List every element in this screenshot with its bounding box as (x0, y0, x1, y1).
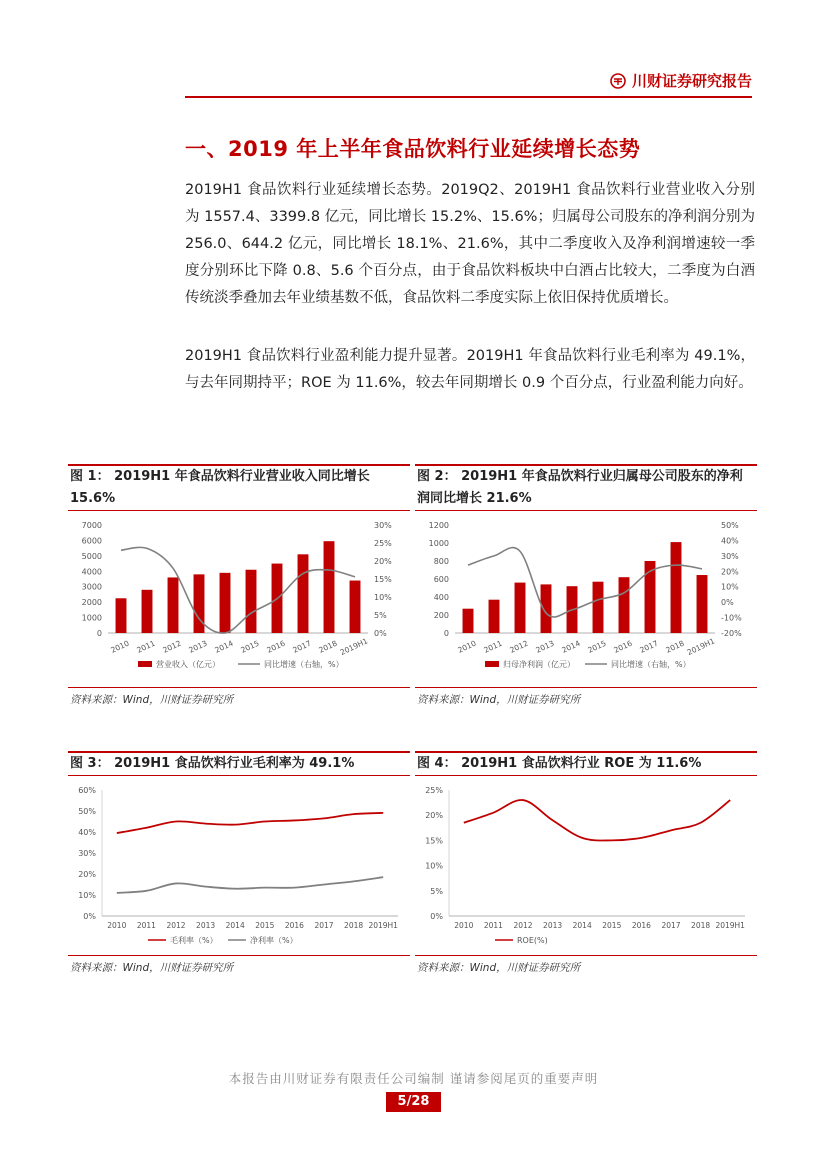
y-tick-label: 20% (78, 870, 96, 879)
legend-label-bar: 营业收入（亿元） (156, 660, 220, 669)
y-right-tick-label: 10% (374, 593, 392, 602)
figure-1-title: 图 1： 2019H1 年食品饮料行业营业收入同比增长 15.6% (68, 464, 410, 511)
y-right-tick-label: 5% (374, 611, 387, 620)
y-tick-label: 15% (425, 836, 443, 846)
x-tick-label: 2019H1 (338, 636, 370, 658)
figure-1 (68, 464, 410, 511)
paragraph-2: 2019H1 食品饮料行业盈利能力提升显著。2019H1 年食品饮料行业毛利率为 49.1%，与去年同期持平；ROE 为 11.6%，较去年同期增长 0.9 个百分点，行业盈利能力向好。 (185, 348, 755, 391)
legend-swatch-bar (485, 661, 499, 667)
paragraph-1: 2019H1 食品饮料行业延续增长态势。2019Q2、2019H1 食品饮料行业营业收入分别为 1557.4、3399.8 亿元，同比增长 15.2%、15.6%；归属母公司股东的净利润分别为 256.0、644.2 亿元，同比增长 18.1%、21.6%，其中二季度收入及净利润增速较一季度分别环比下降 0.8、5.6 个百分点，由于食品饮料板块中白酒占比较大，二季度为白酒传统淡季叠加去年业绩基数不低，食品饮料二季度实际上依旧保持优质增长。 (185, 182, 755, 306)
y-left-tick-label: 600 (433, 575, 449, 584)
x-tick-label: 2011 (483, 921, 503, 930)
x-tick-label: 2018 (317, 638, 339, 655)
y-right-tick-label: 50% (721, 521, 739, 530)
bar (463, 609, 474, 633)
y-tick-label: 0% (83, 912, 96, 921)
x-tick-label: 2016 (631, 921, 651, 930)
x-tick-label: 2019H1 (715, 921, 745, 930)
figure-3-title: 图 3： 2019H1 食品饮料行业毛利率为 49.1% (68, 751, 410, 776)
x-tick-label: 2010 (109, 638, 131, 655)
figure-2-chart (415, 515, 757, 685)
y-right-tick-label: 0% (374, 629, 387, 638)
y-right-tick-label: 20% (374, 557, 392, 566)
x-tick-label: 2016 (265, 638, 287, 655)
x-tick-label: 2018 (691, 921, 711, 930)
x-tick-label: 2014 (225, 921, 245, 930)
figure-3-source: 资料来源：Wind，川财证券研究所 (70, 962, 234, 974)
x-tick-label: 2012 (166, 921, 186, 930)
y-left-tick-label: 800 (433, 557, 449, 566)
x-tick-label: 2017 (314, 921, 334, 930)
x-tick-label: 2016 (612, 638, 634, 655)
y-right-tick-label: 0% (721, 598, 734, 608)
growth-line (121, 547, 355, 633)
x-tick-label: 2010 (454, 921, 474, 930)
figure-4-title: 图 4： 2019H1 食品饮料行业 ROE 为 11.6% (415, 751, 757, 776)
x-tick-label: 2017 (661, 921, 681, 930)
brand (610, 70, 752, 91)
x-tick-label: 2014 (560, 638, 582, 655)
figure-4-source: 资料来源：Wind，川财证券研究所 (417, 962, 581, 974)
x-tick-label: 2013 (534, 638, 556, 655)
page-header (185, 64, 752, 98)
legend-label: 净利率（%） (250, 936, 298, 945)
x-tick-label: 2012 (508, 638, 530, 655)
x-tick-label: 2013 (196, 921, 216, 930)
x-tick-label: 2017 (291, 638, 313, 655)
y-tick-label: 50% (78, 807, 96, 816)
y-left-tick-label: 0 (96, 629, 102, 638)
figure-2 (415, 464, 757, 511)
y-tick-label: 20% (425, 811, 443, 821)
y-left-tick-label: 4000 (81, 567, 102, 577)
x-tick-label: 2018 (664, 638, 686, 655)
x-tick-label: 2018 (344, 921, 364, 930)
figure-4-divider (415, 955, 757, 956)
figure-3-divider (68, 955, 410, 956)
y-left-tick-label: 1200 (428, 521, 449, 530)
x-tick-label: 2014 (572, 921, 592, 930)
figure-4-chart (415, 780, 757, 952)
bar (298, 554, 309, 633)
y-right-tick-label: 20% (721, 567, 739, 577)
y-tick-label: 10% (425, 861, 443, 871)
x-tick-label: 2015 (255, 921, 275, 930)
figure-2-source: 资料来源：Wind，川财证券研究所 (417, 694, 581, 706)
y-tick-label: 10% (78, 891, 96, 900)
bar (671, 542, 682, 633)
growth-line (468, 548, 702, 617)
bar (246, 570, 257, 633)
brand-name: 川财证券研究报告 (631, 72, 752, 90)
bar (116, 598, 127, 633)
y-right-tick-label: 15% (374, 575, 392, 584)
y-right-tick-label: 30% (721, 551, 739, 561)
y-tick-label: 0% (430, 912, 443, 921)
y-right-tick-label: -10% (721, 613, 742, 623)
y-left-tick-label: 1000 (428, 539, 449, 548)
x-tick-label: 2019H1 (685, 636, 717, 658)
x-tick-label: 2012 (161, 638, 183, 655)
figure-1-divider (68, 687, 410, 688)
y-right-tick-label: 40% (721, 536, 739, 546)
y-right-tick-label: 30% (374, 521, 392, 530)
legend-swatch-bar (138, 661, 152, 667)
series-line (117, 877, 383, 893)
figure-2-divider (415, 687, 757, 688)
figure-2-title: 图 2： 2019H1 年食品饮料行业归属母公司股东的净利润同比增长 21.6% (415, 464, 757, 511)
x-tick-label: 2011 (482, 638, 504, 655)
x-tick-label: 2015 (602, 921, 622, 930)
legend-label-line: 同比增速（右轴，%） (611, 660, 691, 669)
x-tick-label: 2010 (456, 638, 478, 655)
page-number: 5/28 (386, 1092, 441, 1112)
bar (619, 577, 630, 633)
x-tick-label: 2013 (187, 638, 209, 655)
x-tick-label: 2016 (284, 921, 304, 930)
x-tick-label: 2015 (239, 638, 261, 655)
x-tick-label: 2019H1 (368, 921, 398, 930)
x-tick-label: 2014 (213, 638, 235, 655)
bar (168, 577, 179, 633)
y-left-tick-label: 400 (433, 593, 449, 602)
y-left-tick-label: 3000 (81, 582, 102, 592)
y-tick-label: 40% (78, 828, 96, 837)
y-right-tick-label: -20% (721, 629, 742, 638)
y-left-tick-label: 5000 (81, 551, 102, 561)
y-left-tick-label: 7000 (81, 521, 102, 530)
legend-label-bar: 归母净利润（亿元） (503, 660, 575, 669)
y-left-tick-label: 0 (443, 629, 449, 638)
x-tick-label: 2011 (136, 921, 156, 930)
bar (324, 541, 335, 633)
figure-1-chart (68, 515, 410, 685)
bar (194, 574, 205, 633)
series-line (117, 813, 383, 833)
x-tick-label: 2017 (638, 638, 660, 655)
y-left-tick-label: 200 (433, 611, 449, 620)
bar (489, 600, 500, 633)
x-tick-label: 2013 (543, 921, 563, 930)
y-right-tick-label: 10% (721, 582, 739, 592)
x-tick-label: 2015 (586, 638, 608, 655)
figure-4 (415, 751, 757, 776)
bar (142, 590, 153, 633)
bar (220, 573, 231, 633)
legend-label-line: 同比增速（右轴，%） (264, 660, 344, 669)
y-left-tick-label: 6000 (81, 536, 102, 546)
bar (697, 575, 708, 633)
figure-3 (68, 751, 410, 776)
brand-logo-icon (610, 73, 626, 89)
y-left-tick-label: 2000 (81, 598, 102, 608)
legend-label: ROE(%) (517, 936, 548, 945)
y-tick-label: 30% (78, 849, 96, 858)
x-tick-label: 2012 (513, 921, 533, 930)
y-tick-label: 5% (430, 886, 443, 896)
bar (541, 584, 552, 633)
y-left-tick-label: 1000 (81, 613, 102, 623)
x-tick-label: 2010 (107, 921, 127, 930)
bar (350, 581, 361, 633)
bar (515, 583, 526, 633)
bar (593, 582, 604, 633)
legend-label: 毛利率（%） (170, 936, 218, 945)
section-title: 一、2019 年上半年食品饮料行业延续增长态势 (185, 137, 641, 161)
y-right-tick-label: 25% (374, 539, 392, 548)
figure-1-source: 资料来源：Wind，川财证券研究所 (70, 694, 234, 706)
y-tick-label: 60% (78, 786, 96, 795)
figure-3-chart (68, 780, 410, 952)
x-tick-label: 2011 (135, 638, 157, 655)
series-line (464, 800, 730, 841)
y-tick-label: 25% (425, 786, 443, 795)
footer-note: 本报告由川财证券有限责任公司编制 谨请参阅尾页的重要声明 (228, 1071, 599, 1086)
